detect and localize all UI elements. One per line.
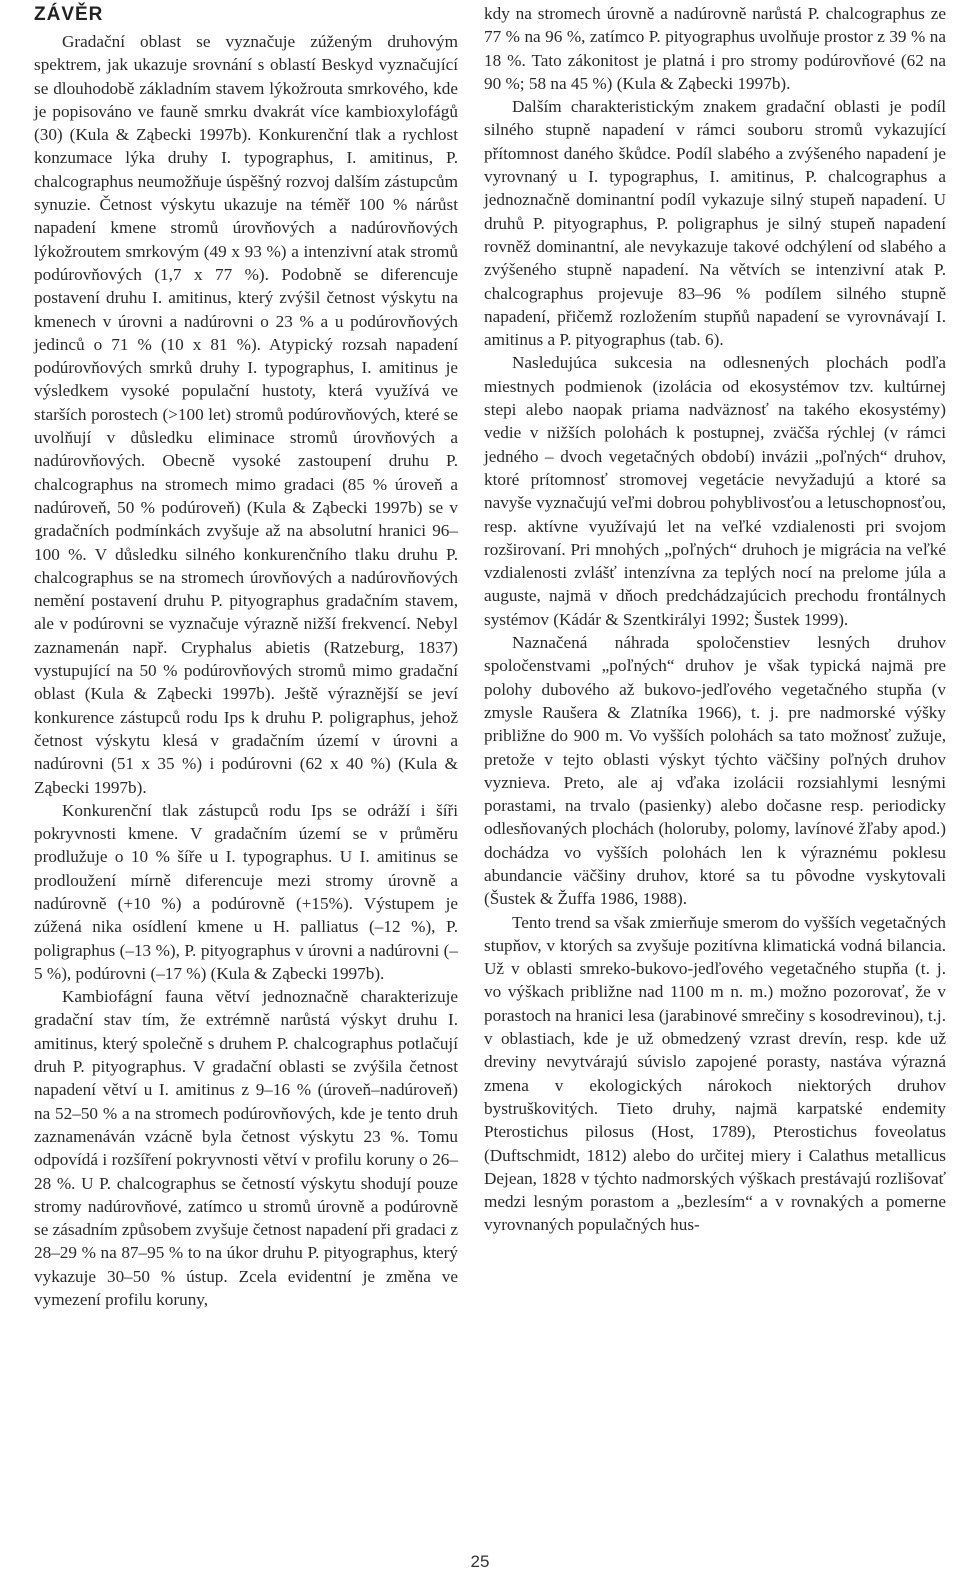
paragraph: Nasledujúca sukcesia na odlesnených plochách podľa miestnych podmienok (izolácia od ekosystémov tzv. kultúrnej stepi alebo naopak priama nadväznosť na takého ekosystémy) vedie v nižších polohách k postupnej, zväčša rýchlej (v rámci jedného – dvoch vegetačných období) invázii „poľných“ druhov, ktoré prítomnosť stromovej vegetácie nevyžadujú a ktoré sa navyše vyznačujú veľmi dobrou pohyblivosťou a letuschopnosťou, resp. aktívne využívajú let na veľké vzdialenosti pri svojom rozširovaní. Pri mnohých „poľných“ druhoch je migrácia na veľké vzdialenosti zvlášť intenzívna za teplých nocí na prelome júla a auguste, najmä v dňoch predchádzajúcich prechodu frontálnych systémov (Kádár & Szentkirályi 1992; Šustek 1999). xyxy=(484,353,946,629)
paragraph: Kambiofágní fauna větví jednoznačně charakterizuje gradační stav tím, že extrémně narůstá výskyt druhu I. amitinus, který společně s druhem P. chalcographus potlačují druh P. pityographus. V gradační oblasti se zvýšila četnost napadení větví u I. amitinus z 9–16 % (úroveň–nadúroveň) na 52–50 % a na stromech podúrovňových, kde je tento druh zaznamenáván vzácně byla četnost výskytu 23 %. Tomu odpovídá i rozšíření pokryvnosti větví v profilu koruny o 26–28 %. U P. chalcographus se četností výskytu shodují pouze stromy nadúrovňové, zatímco u stromů úrovně a podúrovně se zásadním způsobem zvyšuje četnost napadení při gradaci z 28–29 % na 87–95 % to na úkor druhu P. pityographus, který vykazuje 30–50 % ústup. Zcela evidentní je změna ve vymezení profilu koruny, xyxy=(34,987,458,1310)
left-column xyxy=(34,0,458,1311)
paragraph: Gradační oblast se vyznačuje zúženým druhovým spektrem, jak ukazuje srovnání s oblastí Beskyd vyznačující se dlouhodobě základním stavem lýkožrouta smrkového, kde je popisováno ve fauně smrku dvakrát více kambioxylofágů (30) (Kula & Ząbecki 1997b). Konkurenční tlak a rychlost konzumace lýka druhy I. typographus, I. amitinus, P. chalcographus neumožňuje úspěšný rozvoj dalším zástupcům synuzie. Četnost výskytu ukazuje na téměř 100 % nárůst napadení kmene stromů úrovňových a nadúrovňových lýkožroutem smrkovým (49 x 93 %) a intenzivní atak stromů podúrovňových (1,7 x 77 %). Podobně se diferencuje postavení druhu I. amitinus, který zvýšil četnost výskytu na kmenech v úrovni a nadúrovni o 23 % a u podúrovňových jedinců o 71 % (10 x 81 %). Atypický rozsah napadení podúrovňových smrků druhy I. typographus, I. amitinus je výsledkem vysoké populační hustoty, která využívá ve starších porostech (>100 let) stromů podúrovňových, které se uvolňují v důsledku eliminace stromů úrovňových a nadúrovňových. Obecně vysoké zastoupení druhu P. chalcographus na stromech mimo gradaci (85 % úroveň a nadúroveň, 50 % podúroveň) (Kula & Ząbecki 1997b) se v gradačních podmínkách zvyšuje až na absolutní hranici 96–100 %. V důsledku silného konkurenčního tlaku druhu P. chalcographus se na stromech úrovňových a nadúrovňových nemění postavení druhu P. pityographus gradačním stavem, ale v podúrovni se vyznačuje výrazně nižší frekvencí. Nebyl zaznamenán např. Cryphalus abietis (Ratzeburg, 1837) vystupující na 50 % podúrovňových stromů mimo gradační oblast (Kula & Ząbecki 1997b). Ještě výraznější se jeví konkurence zástupců rodu Ips k druhu P. poligraphus, jehož četnost výskytu klesá v gradačním území v úrovni a nadúrovni (51 x 35 %) i podúrovni (62 x 40 %) (Kula & Ząbecki 1997b). xyxy=(34,32,458,797)
paragraph: Tento trend sa však zmierňuje smerom do vyšších vegetačných stupňov, v ktorých sa zvyšuje pozitívna klimatická vodná bilancia. Už v oblasti smreko-bukovo-jedľového vegetačného stupňa (t. j. vo výškach približne nad 1100 m n. m.) možno pozorovať, že v porastoch na hranici lesa (jarabinové smrečiny s kosodrevinou), t.j. v oblastiach, kde je už obmedzený vzrast drevín, resp. kde už dreviny nevytvárajú súvislo zapojené porasty, nastáva výrazná zmena v ekologických nárokoch niektorých druhov bystruškovitých. Tieto druhy, najmä karpatské endemity Pterostichus pilosus (Host, 1789), Pterostichus foveolatus (Duftschmidt, 1812) alebo do určitej miery i Calathus metallicus Dejean, 1828 v týchto nadmorských výškach prestávajú rozlišovať medzi lesným porastom a „bezlesím“ a v rovnakých a pomerne vyrovnaných populačných hus- xyxy=(484,912,946,1235)
right-column xyxy=(484,0,946,1237)
paragraph: Konkurenční tlak zástupců rodu Ips se odráží i šíři pokryvnosti kmene. V gradačním území se v průměru prodlužuje o 10 % šíře u I. typographus. U I. amitinus se prodloužení mírně diferencuje mezi stromy úrovně a nadúrovně (+10 %) a podúrovně (+15%). Výstupem je zúžená nika osídlení kmene u H. palliatus (–12 %), P. poligraphus (–13 %), P. pityographus v úrovni a nadúrovni (–5 %), podúrovni (–17 %) (Kula & Ząbecki 1997b). xyxy=(34,800,458,983)
paragraph: kdy na stromech úrovně a nadúrovně narůstá P. chalcographus ze 77 % na 96 %, zatímco P. pityographus uvolňuje prostor z 39 % na 18 %. Tato zákonitost je platná i pro stromy podúrovňové (62 na 90 %; 58 na 45 %) (Kula & Ząbecki 1997b). xyxy=(484,4,946,93)
page-number: 25 xyxy=(470,1552,490,1571)
section-heading: ZÁVĚR xyxy=(34,4,104,25)
paragraph: Dalším charakteristickým znakem gradační oblasti je podíl silného stupně napadení v rámci souboru stromů vykazující přítomnost daného škůdce. Podíl slabého a zvýšeného napadení je vyrovnaný u I. typographus, I. amitinus, P. chalcographus a jednoznačně dominantní podíl vykazuje silný stupeň napadení. U druhů P. pityographus, P. poligraphus je silný stupeň napadení rovněž dominantní, ale nevykazuje takové odchýlení od slabého a zvýšeného stupně napadení. Na větvích se intenzivní atak P. chalcographus projevuje 83–96 % podílem silného stupně napadení, přičemž rozložením stupňů napadení se vyrovnávají I. amitinus a P. pityographus (tab. 6). xyxy=(484,97,946,350)
paragraph: Naznačená náhrada spoločenstiev lesných druhov spoločenstvami „poľných“ druhov je však typická najmä pre polohy dubového až bukovo-jedľového vegetačného stupňa (v zmysle Raušera & Zlatníka 1966), t. j. pre nadmorské výšky približne do 900 m. Vo vyšších polohách sa tato možnosť zužuje, pretože v tejto oblasti výskyt týchto väčšiny poľných druhov vyznieva. Preto, ale aj vďaka izolácii rozsiahlymi lesnými porastami, na trvalo (pasienky) alebo dočasne resp. periodicky odlesňovaných plochách (holoruby, polomy, lavínové žľaby apod.) dochádza vo vyšších polohách len k výraznému poklesu abundancie väčšiny druhov, ktoré sa tu pôvodne vyskytovali (Šustek & Žuffa 1986, 1988). xyxy=(484,633,946,909)
